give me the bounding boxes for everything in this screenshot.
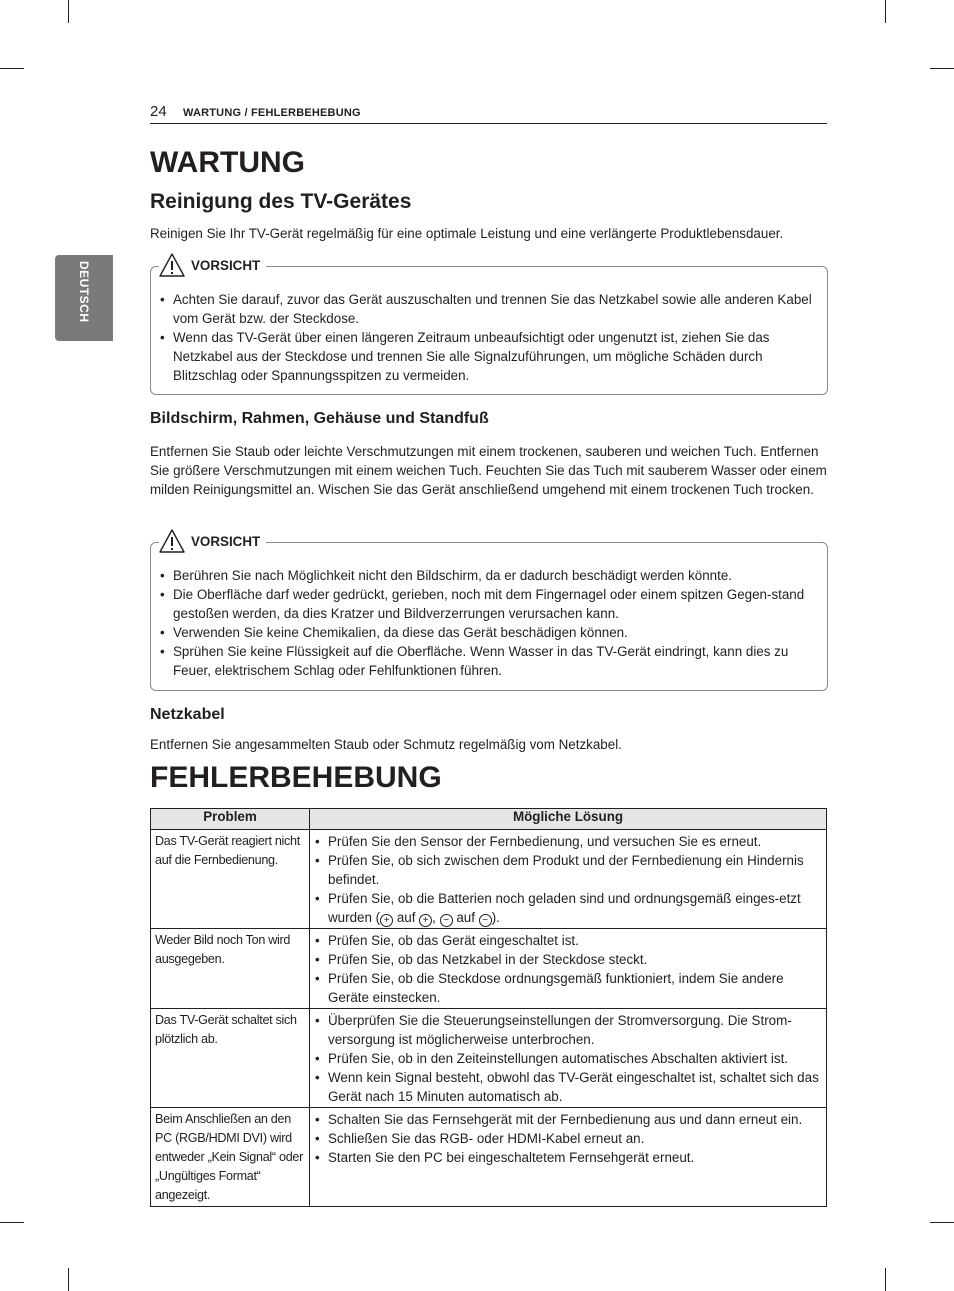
battery-text: Prüfen Sie, ob die Batterien noch geladen sind und ordnungsgemäß einges-etzt wurden ( <box>328 891 801 925</box>
list-item: • Schließen Sie das RGB- oder HDMI-Kabel erneut an. <box>315 1129 822 1148</box>
solution-cell <box>310 1009 827 1108</box>
list-item: • Wenn das TV-Gerät über einen längeren Zeitraum unbeaufsichtigt oder ungenutzt ist, ziehen Sie das Netzkabel aus der Steckdose und trennen Sie alle Signalzuführungen, um mögliche Schäden durch Blitzschlag oder Spannungsspitzen zu vermeiden. <box>160 328 816 385</box>
list-item: • Starten Sie den PC bei eingeschaltetem Fernsehgerät erneut. <box>315 1148 822 1167</box>
column-header-problem: Problem <box>151 809 310 830</box>
section-title-troubleshooting: FEHLERBEHEBUNG <box>150 761 442 794</box>
list-item: • Prüfen Sie, ob das Gerät eingeschaltet ist. <box>315 931 822 950</box>
battery-text: , <box>432 910 440 925</box>
problem-cell: Weder Bild noch Ton wird ausgegeben. <box>151 929 310 1009</box>
crop-mark <box>0 1222 24 1223</box>
subsection-title-cleaning: Reinigung des TV-Gerätes <box>150 190 412 213</box>
section-title-maintenance: WARTUNG <box>150 146 305 179</box>
list-item: • Berühren Sie nach Möglichkeit nicht den Bildschirm, da er dadurch beschädigt werden könnte. <box>160 566 816 585</box>
list-item <box>315 889 822 927</box>
caution-list <box>160 566 816 680</box>
list-item: • Prüfen Sie, ob in den Zeiteinstellungen automatisches Abschalten aktiviert ist. <box>315 1049 822 1068</box>
solution-list <box>315 931 822 1007</box>
crop-mark <box>885 1268 886 1291</box>
heading-screen: Bildschirm, Rahmen, Gehäuse und Standfuß <box>150 410 489 427</box>
solution-list <box>315 1011 822 1106</box>
crop-mark <box>885 0 886 23</box>
power-cable-text: Entfernen Sie angesammelten Staub oder Schmutz regelmäßig vom Netzkabel. <box>150 737 622 752</box>
problem-cell: Das TV-Gerät reagiert nicht auf die Fernbedienung. <box>151 830 310 929</box>
plus-circle-icon: + <box>419 914 432 927</box>
list-item: • Prüfen Sie, ob das Netzkabel in der Steckdose steckt. <box>315 950 822 969</box>
table-row <box>151 1108 827 1207</box>
language-tab <box>55 255 113 341</box>
table-row <box>151 830 827 929</box>
battery-text: ). <box>491 910 500 925</box>
screen-cleaning-text: Entfernen Sie Staub oder leichte Verschmutzungen mit einem trockenen, sauberen und weichen Tuch. Entfernen Sie größere Verschmutzungen mit einem weichen Tuch. Feuchten Sie das Tuch mit sauberem Wasser oder einem milden Reinigungsmittel an. Wischen Sie das Gerät anschließend umgehend mit einem trockenen Tuch trocken. <box>150 444 827 497</box>
caution-list <box>160 290 816 385</box>
caution-header <box>159 528 266 554</box>
caution-box <box>150 533 828 691</box>
crop-mark <box>68 1268 69 1291</box>
warning-icon <box>159 252 185 278</box>
page-number: 24 <box>150 103 167 120</box>
list-item: • Die Oberfläche darf weder gedrückt, gerieben, noch mit dem Fingernagel oder einem spitzen Gegen-stand gestoßen werden, da dies Kratzer und Bildverzerrungen verursachen kann. <box>160 585 816 623</box>
list-item: • Wenn kein Signal besteht, obwohl das TV-Gerät eingeschaltet ist, schaltet sich das Gerät nach 15 Minuten automatisch ab. <box>315 1068 822 1106</box>
table-header-row <box>151 809 827 830</box>
minus-circle-icon: − <box>479 914 492 927</box>
table-row <box>151 929 827 1009</box>
solution-cell <box>310 830 827 929</box>
list-item: • Schalten Sie das Fernsehgerät mit der Fernbedienung aus und dann erneut ein. <box>315 1110 822 1129</box>
solution-cell <box>310 1108 827 1207</box>
list-item: • Verwenden Sie keine Chemikalien, da diese das Gerät beschädigen können. <box>160 623 816 642</box>
list-item: • Prüfen Sie, ob sich zwischen dem Produkt und der Fernbedienung ein Hindernis befindet. <box>315 851 822 889</box>
list-item: • Sprühen Sie keine Flüssigkeit auf die Oberfläche. Wenn Wasser in das TV-Gerät eindringt, kann dies zu Feuer, elektrischem Schlag oder Fehlfunktionen führen. <box>160 642 816 680</box>
running-title: WARTUNG / FEHLERBEHEBUNG <box>183 107 361 119</box>
battery-text: auf <box>393 910 420 925</box>
table-row <box>151 1009 827 1108</box>
list-item: • Prüfen Sie den Sensor der Fernbedienung, und versuchen Sie es erneut. <box>315 832 822 851</box>
troubleshooting-table <box>150 808 827 1207</box>
plus-circle-icon: + <box>380 914 393 927</box>
solution-list <box>315 832 822 927</box>
caution-label: VORSICHT <box>191 257 261 273</box>
list-item: • Achten Sie darauf, zuvor das Gerät auszuschalten und trennen Sie das Netzkabel sowie alle anderen Kabel vom Gerät bzw. der Steckdose. <box>160 290 816 328</box>
battery-text: auf <box>452 910 479 925</box>
crop-mark <box>68 0 69 23</box>
column-header-solution: Mögliche Lösung <box>310 809 827 830</box>
solution-cell <box>310 929 827 1009</box>
crop-mark <box>0 68 24 69</box>
problem-cell: Das TV-Gerät schaltet sich plötzlich ab. <box>151 1009 310 1108</box>
crop-mark <box>930 1222 954 1223</box>
list-item: • Prüfen Sie, ob die Steckdose ordnungsgemäß funktioniert, indem Sie andere Geräte einstecken. <box>315 969 822 1007</box>
language-tab-label: DEUTSCH <box>77 261 91 323</box>
page-header <box>150 103 827 124</box>
solution-list <box>315 1110 822 1167</box>
list-item: • Überprüfen Sie die Steuerungseinstellungen der Stromversorgung. Die Strom-versorgung ist möglicherweise unterbrochen. <box>315 1011 822 1049</box>
caution-header <box>159 252 266 278</box>
minus-circle-icon: − <box>440 914 453 927</box>
caution-label: VORSICHT <box>191 533 261 549</box>
heading-power-cable: Netzkabel <box>150 706 225 723</box>
cleaning-intro: Reinigen Sie Ihr TV-Gerät regelmäßig für eine optimale Leistung und eine verlängerte Produktlebensdauer. <box>150 226 784 241</box>
caution-box <box>150 257 828 395</box>
crop-mark <box>930 68 954 69</box>
warning-icon <box>159 528 185 554</box>
problem-cell: Beim Anschließen an den PC (RGB/HDMI DVI) wird entweder „Kein Signal“ oder „Ungültiges Format“ angezeigt. <box>151 1108 310 1207</box>
